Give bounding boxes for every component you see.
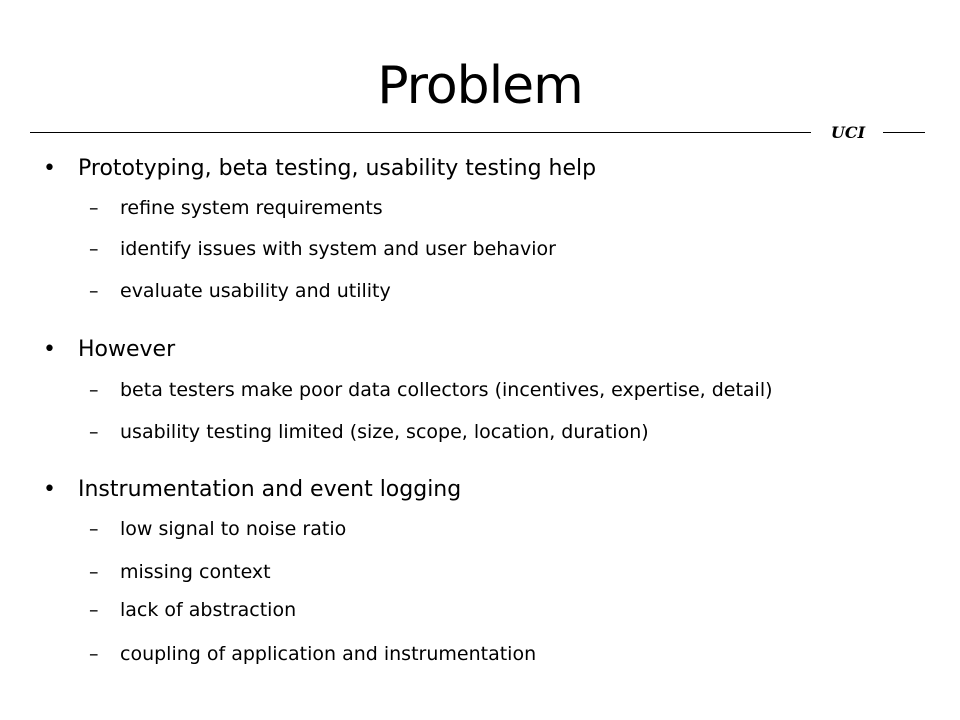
bullet-marker: • [43,477,56,502]
sub-item [0,194,960,222]
sub-item-text: beta testers make poor data collectors (incentives, expertise, detail) [120,379,773,401]
sub-item-text: refine system requirements [120,197,383,219]
header-divider-right [883,132,925,133]
bullet-item [0,153,960,185]
bullet-text: Instrumentation and event logging [78,477,462,502]
sub-item-text: identify issues with system and user behavior [120,238,556,260]
sub-item-text: evaluate usability and utility [120,280,391,302]
sub-item-text: missing context [120,561,271,583]
sub-item [0,640,960,668]
sub-item-text: usability testing limited (size, scope, location, duration) [120,421,649,443]
bullet-marker: • [43,156,56,181]
sub-item-text: coupling of application and instrumentation [120,643,537,665]
sub-marker: – [89,238,99,260]
sub-item-text: lack of abstraction [120,599,297,621]
sub-marker: – [89,280,99,302]
sub-item [0,596,960,624]
sub-marker: – [89,643,99,665]
sub-item [0,515,960,543]
sub-marker: – [89,599,99,621]
bullet-marker: • [43,337,56,362]
org-label: UCI [830,123,866,142]
sub-item [0,376,960,404]
sub-item [0,558,960,586]
bullet-item [0,474,960,506]
header-divider-left [30,132,811,133]
sub-marker: – [89,421,99,443]
sub-item [0,277,960,305]
sub-item [0,235,960,263]
bullet-text: Prototyping, beta testing, usability testing help [78,156,597,181]
sub-marker: – [89,518,99,540]
sub-marker: – [89,197,99,219]
sub-item [0,418,960,446]
bullet-text: However [78,337,176,362]
bullet-item [0,334,960,366]
sub-item-text: low signal to noise ratio [120,518,347,540]
sub-marker: – [89,379,99,401]
slide-title: Problem [377,56,583,116]
sub-marker: – [89,561,99,583]
